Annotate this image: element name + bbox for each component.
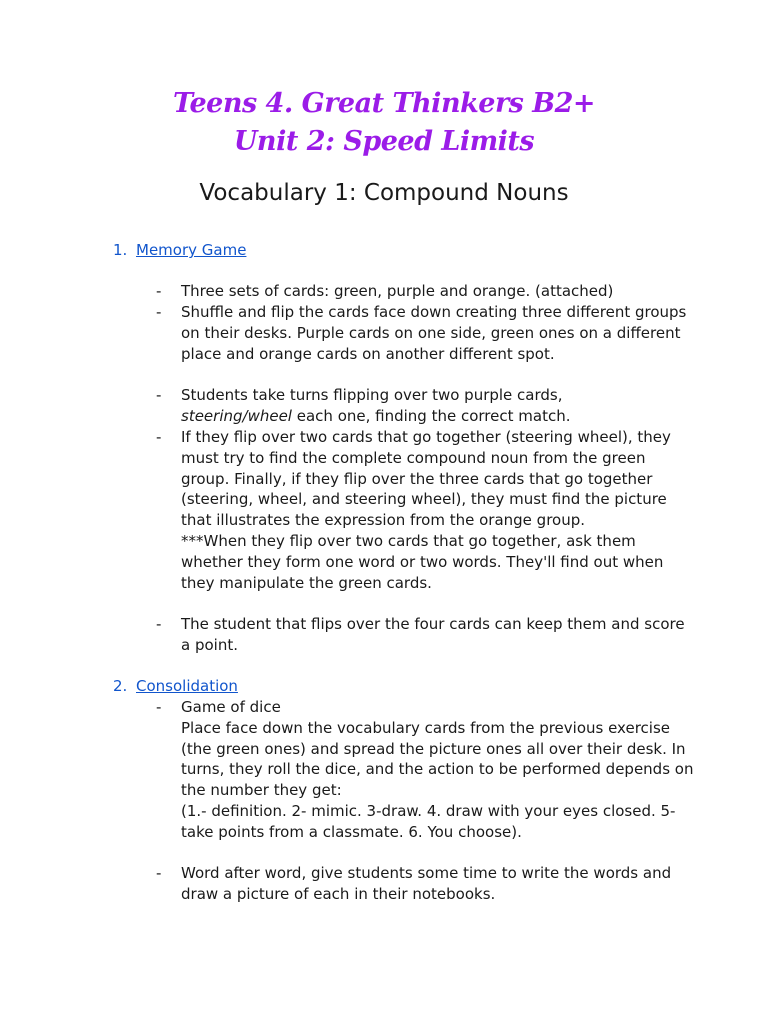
- list-item-detail: Place face down the vocabulary cards from the previous exercise (the green ones) and spread the picture ones all over their desk. In turns, they roll the dice, and the action to be performed depends on the number they get:: [181, 718, 694, 800]
- list-item-text: The student that flips over the four cards can keep them and score a point.: [181, 615, 685, 654]
- section-1-header: [113, 240, 246, 261]
- list-dash: -: [156, 864, 162, 882]
- list-item-text: Three sets of cards: green, purple and orange. (attached): [181, 282, 614, 300]
- list-item: [156, 281, 696, 302]
- list-item: [156, 385, 696, 427]
- list-item-text-start: Students take turns flipping over two purple cards,: [181, 386, 563, 404]
- section-2-header: [113, 676, 238, 697]
- consolidation-link[interactable]: Consolidation: [136, 677, 238, 695]
- list-dash: -: [156, 698, 162, 716]
- list-item-note: ***When they flip over two cards that go together, ask them whether they form one word or two words. They'll find out when they manipulate the green cards.: [181, 531, 664, 592]
- list-dash: -: [156, 282, 162, 300]
- list-item-text: Game of dice: [181, 698, 281, 716]
- list-item-text: Shuffle and flip the cards face down creating three different groups on their desks. Purple cards on one side, green ones on a different place and orange cards on another different spot.: [181, 303, 687, 363]
- list-item-text: If they flip over two cards that go together (steering wheel), they must try to find the complete compound noun from the green group. Finally, if they flip over the three cards that go together (steering, wheel, and steering wheel), they must find the picture that illustrates the expression from the orange group.: [181, 428, 671, 530]
- list-item-text: [181, 385, 696, 427]
- list-item-text-end: each one, finding the correct match.: [291, 406, 571, 425]
- document-title-line-2: Unit 2: Speed Limits: [233, 126, 535, 157]
- list-dash: -: [156, 303, 162, 321]
- list-dash: -: [156, 615, 162, 633]
- section-1-number: 1.: [113, 241, 128, 259]
- list-item: [156, 614, 696, 656]
- memory-game-link[interactable]: Memory Game: [136, 241, 247, 259]
- list-item-text: Word after word, give students some time to write the words and draw a picture of each in their notebooks.: [181, 864, 672, 903]
- list-dash: -: [156, 428, 162, 446]
- italic-term: steering/wheel: [181, 406, 292, 425]
- list-dash: -: [156, 386, 162, 404]
- section-heading: Vocabulary 1: Compound Nouns: [199, 180, 569, 206]
- list-item-options: (1.- definition. 2- mimic. 3-draw. 4. draw with your eyes closed. 5- take points from a classmate. 6. You choose).: [181, 801, 676, 841]
- list-item: [156, 697, 696, 843]
- list-item: [156, 302, 696, 364]
- list-item: [156, 427, 696, 593]
- list-item: [156, 863, 696, 905]
- section-2-number: 2.: [113, 677, 128, 695]
- document-title-line-1: Teens 4. Great Thinkers B2+: [172, 88, 596, 119]
